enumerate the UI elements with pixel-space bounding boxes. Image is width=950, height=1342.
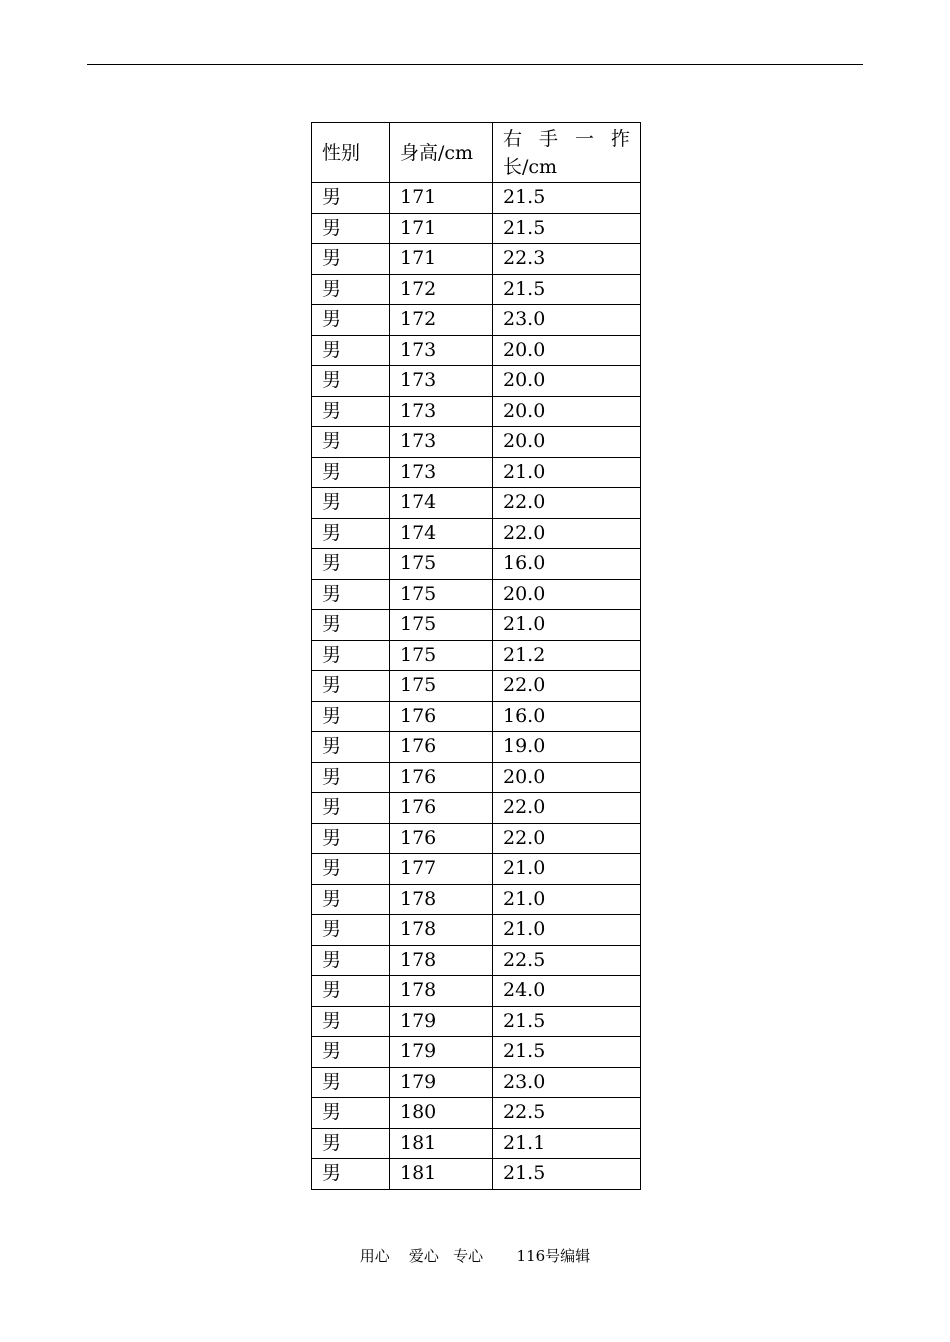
cell-gender: 男 <box>312 1067 390 1098</box>
cell-height: 181 <box>390 1159 493 1190</box>
cell-gender: 男 <box>312 366 390 397</box>
table-row <box>312 732 641 763</box>
cell-gender: 男 <box>312 701 390 732</box>
table-header <box>312 123 641 183</box>
cell-hand-span: 20.0 <box>493 579 641 610</box>
cell-hand-span: 21.5 <box>493 1159 641 1190</box>
cell-gender: 男 <box>312 1159 390 1190</box>
cell-height: 179 <box>390 1067 493 1098</box>
table-row <box>312 915 641 946</box>
cell-height: 179 <box>390 1006 493 1037</box>
cell-gender: 男 <box>312 549 390 580</box>
cell-hand-span: 22.3 <box>493 244 641 275</box>
cell-gender: 男 <box>312 610 390 641</box>
table-row <box>312 518 641 549</box>
table-row <box>312 854 641 885</box>
cell-hand-span: 20.0 <box>493 427 641 458</box>
table-row <box>312 762 641 793</box>
table-body <box>312 183 641 1190</box>
cell-height: 171 <box>390 183 493 214</box>
table-row <box>312 945 641 976</box>
cell-height: 178 <box>390 884 493 915</box>
table-row <box>312 427 641 458</box>
cell-height: 173 <box>390 335 493 366</box>
table-row <box>312 976 641 1007</box>
cell-height: 176 <box>390 732 493 763</box>
cell-height: 180 <box>390 1098 493 1129</box>
table-row <box>312 305 641 336</box>
table-row <box>312 640 641 671</box>
table-row <box>312 610 641 641</box>
cell-height: 176 <box>390 762 493 793</box>
cell-gender: 男 <box>312 183 390 214</box>
cell-gender: 男 <box>312 732 390 763</box>
table-row <box>312 396 641 427</box>
cell-height: 178 <box>390 976 493 1007</box>
cell-hand-span: 21.5 <box>493 213 641 244</box>
cell-height: 171 <box>390 244 493 275</box>
cell-gender: 男 <box>312 854 390 885</box>
cell-hand-span: 21.0 <box>493 854 641 885</box>
cell-hand-span: 22.0 <box>493 823 641 854</box>
cell-hand-span: 16.0 <box>493 549 641 580</box>
cell-hand-span: 20.0 <box>493 762 641 793</box>
cell-hand-span: 22.0 <box>493 793 641 824</box>
cell-gender: 男 <box>312 274 390 305</box>
table-row <box>312 1067 641 1098</box>
cell-gender: 男 <box>312 396 390 427</box>
cell-hand-span: 21.1 <box>493 1128 641 1159</box>
table-row <box>312 1037 641 1068</box>
table-row <box>312 701 641 732</box>
cell-height: 173 <box>390 396 493 427</box>
cell-hand-span: 22.0 <box>493 518 641 549</box>
cell-gender: 男 <box>312 488 390 519</box>
cell-hand-span: 22.5 <box>493 1098 641 1129</box>
cell-hand-span: 21.5 <box>493 183 641 214</box>
cell-height: 172 <box>390 305 493 336</box>
cell-gender: 男 <box>312 671 390 702</box>
cell-hand-span: 20.0 <box>493 396 641 427</box>
cell-height: 176 <box>390 701 493 732</box>
column-header-gender: 性别 <box>312 123 390 183</box>
cell-hand-span: 21.2 <box>493 640 641 671</box>
cell-height: 175 <box>390 640 493 671</box>
cell-gender: 男 <box>312 945 390 976</box>
cell-gender: 男 <box>312 1037 390 1068</box>
cell-hand-span: 20.0 <box>493 366 641 397</box>
cell-height: 176 <box>390 793 493 824</box>
cell-height: 173 <box>390 366 493 397</box>
cell-gender: 男 <box>312 793 390 824</box>
cell-gender: 男 <box>312 640 390 671</box>
cell-height: 173 <box>390 457 493 488</box>
cell-gender: 男 <box>312 213 390 244</box>
cell-gender: 男 <box>312 884 390 915</box>
cell-hand-span: 24.0 <box>493 976 641 1007</box>
cell-gender: 男 <box>312 823 390 854</box>
table-row <box>312 335 641 366</box>
cell-gender: 男 <box>312 427 390 458</box>
cell-hand-span: 22.5 <box>493 945 641 976</box>
cell-gender: 男 <box>312 1128 390 1159</box>
table-row <box>312 549 641 580</box>
table-header-row <box>312 123 641 183</box>
cell-height: 178 <box>390 945 493 976</box>
table-row <box>312 671 641 702</box>
table-row <box>312 213 641 244</box>
table-row <box>312 579 641 610</box>
cell-height: 181 <box>390 1128 493 1159</box>
cell-height: 178 <box>390 915 493 946</box>
cell-hand-span: 16.0 <box>493 701 641 732</box>
cell-gender: 男 <box>312 976 390 1007</box>
cell-height: 176 <box>390 823 493 854</box>
header-rule <box>87 64 863 65</box>
table-row <box>312 457 641 488</box>
table-row <box>312 823 641 854</box>
cell-gender: 男 <box>312 305 390 336</box>
table-row <box>312 884 641 915</box>
table-row <box>312 1128 641 1159</box>
cell-height: 173 <box>390 427 493 458</box>
table-row <box>312 1098 641 1129</box>
cell-hand-span: 21.5 <box>493 1037 641 1068</box>
column-header-hand-span: 右 手 一 拃 长/cm <box>493 123 641 183</box>
table-row <box>312 1006 641 1037</box>
cell-height: 175 <box>390 610 493 641</box>
cell-hand-span: 21.0 <box>493 915 641 946</box>
cell-hand-span: 22.0 <box>493 488 641 519</box>
cell-hand-span: 21.5 <box>493 274 641 305</box>
cell-height: 175 <box>390 579 493 610</box>
cell-hand-span: 21.5 <box>493 1006 641 1037</box>
cell-gender: 男 <box>312 762 390 793</box>
cell-height: 175 <box>390 549 493 580</box>
table-row <box>312 366 641 397</box>
cell-hand-span: 21.0 <box>493 610 641 641</box>
cell-hand-span: 20.0 <box>493 335 641 366</box>
cell-height: 177 <box>390 854 493 885</box>
cell-gender: 男 <box>312 1006 390 1037</box>
cell-height: 179 <box>390 1037 493 1068</box>
table-row <box>312 274 641 305</box>
cell-gender: 男 <box>312 915 390 946</box>
column-header-height: 身高/cm <box>390 123 493 183</box>
table-row <box>312 793 641 824</box>
cell-gender: 男 <box>312 244 390 275</box>
table-row <box>312 1159 641 1190</box>
cell-hand-span: 23.0 <box>493 1067 641 1098</box>
table-row <box>312 183 641 214</box>
cell-height: 174 <box>390 488 493 519</box>
cell-hand-span: 21.0 <box>493 457 641 488</box>
cell-height: 172 <box>390 274 493 305</box>
cell-gender: 男 <box>312 1098 390 1129</box>
cell-gender: 男 <box>312 335 390 366</box>
data-table <box>311 122 641 1190</box>
cell-height: 175 <box>390 671 493 702</box>
table-row <box>312 488 641 519</box>
cell-hand-span: 21.0 <box>493 884 641 915</box>
cell-hand-span: 22.0 <box>493 671 641 702</box>
cell-gender: 男 <box>312 518 390 549</box>
page-footer <box>0 1245 950 1266</box>
cell-gender: 男 <box>312 579 390 610</box>
cell-height: 174 <box>390 518 493 549</box>
table-row <box>312 244 641 275</box>
cell-height: 171 <box>390 213 493 244</box>
cell-gender: 男 <box>312 457 390 488</box>
footer-text: 用心 爱心 专心 116号编辑 <box>359 1247 591 1265</box>
cell-hand-span: 19.0 <box>493 732 641 763</box>
cell-hand-span: 23.0 <box>493 305 641 336</box>
